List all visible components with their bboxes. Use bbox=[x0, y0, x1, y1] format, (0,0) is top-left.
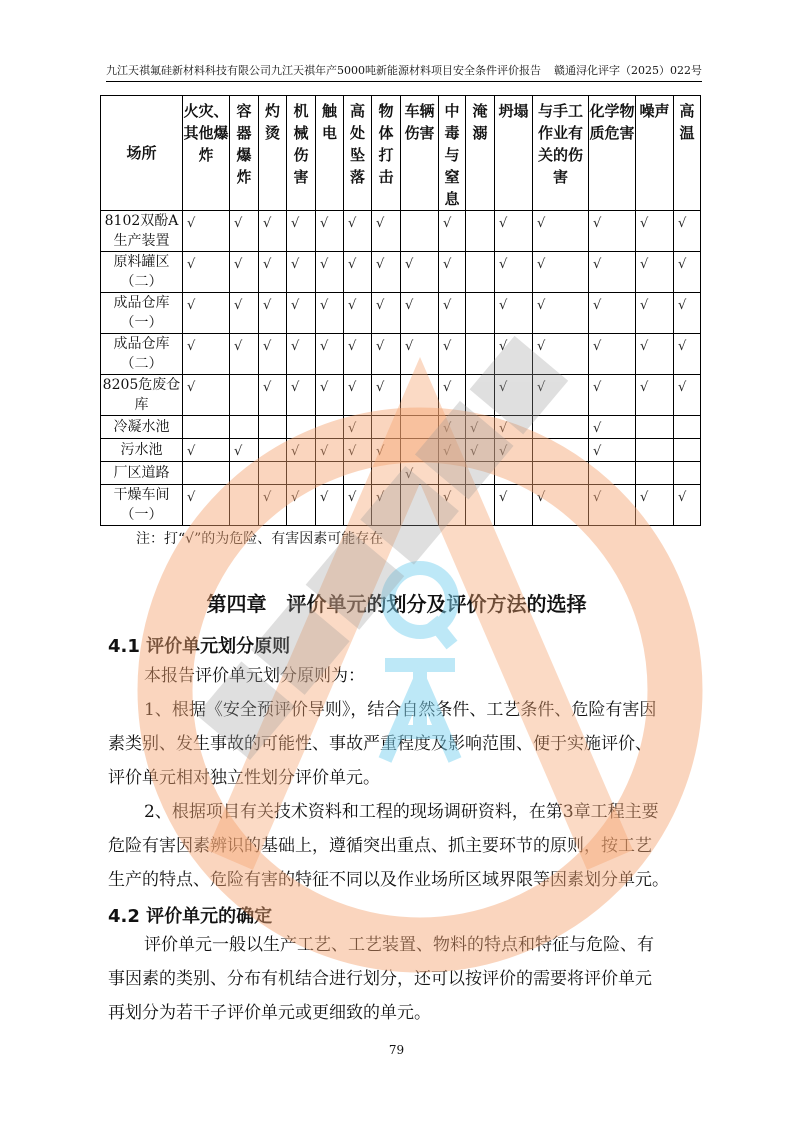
place-cell: 厂区道路 bbox=[101, 462, 183, 485]
check-mark-cell: √ bbox=[259, 334, 287, 375]
text-line: 评价单元相对独立性划分评价单元。 bbox=[108, 768, 380, 788]
check-mark-cell: √ bbox=[533, 293, 589, 334]
empty-cell bbox=[466, 375, 495, 416]
text-line: 素类别、发生事故的可能性、事故严重程度及影响范围、便于实施评价、 bbox=[108, 734, 652, 754]
check-mark-cell: √ bbox=[259, 375, 287, 416]
check-mark-cell: √ bbox=[316, 252, 344, 293]
check-mark-cell: √ bbox=[495, 485, 533, 526]
text-line: 危险有害因素辨识的基础上，遵循突出重点、抓主要环节的原则，按工艺 bbox=[108, 836, 652, 856]
check-mark-cell: √ bbox=[259, 485, 287, 526]
empty-cell bbox=[533, 439, 589, 462]
check-mark-cell: √ bbox=[495, 334, 533, 375]
check-mark-cell: √ bbox=[636, 211, 674, 252]
section-4-2-title: 4.2 评价单元的确定 bbox=[108, 906, 273, 927]
check-mark-cell: √ bbox=[230, 334, 259, 375]
column-header: 灼烫 bbox=[259, 96, 287, 211]
check-mark-cell: √ bbox=[495, 416, 533, 439]
empty-cell bbox=[466, 485, 495, 526]
check-mark-cell: √ bbox=[589, 485, 636, 526]
check-mark-cell: √ bbox=[533, 252, 589, 293]
running-header bbox=[106, 64, 702, 82]
empty-cell bbox=[183, 416, 230, 439]
empty-cell bbox=[230, 416, 259, 439]
check-mark-cell: √ bbox=[287, 485, 316, 526]
text-line: 事因素的类别、分布有机结合进行划分，还可以按评价的需要将评价单元 bbox=[108, 969, 652, 989]
check-mark-cell: √ bbox=[533, 334, 589, 375]
check-mark-cell: √ bbox=[439, 416, 466, 439]
column-header: 噪声 bbox=[636, 96, 674, 211]
check-mark-cell: √ bbox=[636, 485, 674, 526]
place-cell: 冷凝水池 bbox=[101, 416, 183, 439]
place-cell: 成品仓库（二） bbox=[101, 334, 183, 375]
text-line: 1、根据《安全预评价导则》，结合自然条件、工艺条件、危险有害因 bbox=[144, 700, 657, 720]
check-mark-cell: √ bbox=[533, 375, 589, 416]
check-mark-cell: √ bbox=[230, 252, 259, 293]
text-line: 评价单元一般以生产工艺、工艺装置、物料的特点和特征与危险、有 bbox=[144, 935, 654, 955]
place-cell: 污水池 bbox=[101, 439, 183, 462]
column-header: 高温 bbox=[674, 96, 701, 211]
text-line: 本报告评价单元划分原则为： bbox=[144, 666, 365, 686]
check-mark-cell: √ bbox=[589, 375, 636, 416]
check-mark-cell: √ bbox=[401, 462, 439, 485]
column-header: 车辆伤害 bbox=[401, 96, 439, 211]
check-mark-cell: √ bbox=[287, 293, 316, 334]
empty-cell bbox=[466, 462, 495, 485]
empty-cell bbox=[674, 462, 701, 485]
check-mark-cell: √ bbox=[287, 375, 316, 416]
check-mark-cell: √ bbox=[372, 334, 401, 375]
column-header: 高处坠落 bbox=[344, 96, 372, 211]
table-block bbox=[100, 95, 701, 548]
place-cell: 8102双酚A生产装置 bbox=[101, 211, 183, 252]
text-line: 再划分为若干子评价单元或更细致的单元。 bbox=[108, 1003, 431, 1023]
check-mark-cell: √ bbox=[344, 334, 372, 375]
empty-cell bbox=[589, 462, 636, 485]
check-mark-cell: √ bbox=[183, 252, 230, 293]
table-row bbox=[101, 375, 701, 416]
empty-cell bbox=[287, 462, 316, 485]
check-mark-cell: √ bbox=[287, 439, 316, 462]
text-line: 生产的特点、危险有害的特征不同以及作业场所区域界限等因素划分单元。 bbox=[108, 870, 669, 890]
check-mark-cell: √ bbox=[439, 211, 466, 252]
check-mark-cell: √ bbox=[636, 334, 674, 375]
check-mark-cell: √ bbox=[344, 416, 372, 439]
empty-cell bbox=[401, 211, 439, 252]
empty-cell bbox=[183, 462, 230, 485]
empty-cell bbox=[401, 375, 439, 416]
check-mark-cell: √ bbox=[316, 293, 344, 334]
empty-cell bbox=[401, 416, 439, 439]
check-mark-cell: √ bbox=[636, 375, 674, 416]
check-mark-cell: √ bbox=[466, 439, 495, 462]
check-mark-cell: √ bbox=[533, 485, 589, 526]
header-title: 九江天祺氟硅新材料科技有限公司九江天祺年产5000吨新能源材料项目安全条件评价报告 bbox=[106, 64, 541, 77]
empty-cell bbox=[466, 211, 495, 252]
empty-cell bbox=[259, 416, 287, 439]
check-mark-cell: √ bbox=[495, 439, 533, 462]
empty-cell bbox=[495, 462, 533, 485]
check-mark-cell: √ bbox=[495, 293, 533, 334]
empty-cell bbox=[636, 439, 674, 462]
check-mark-cell: √ bbox=[401, 252, 439, 293]
empty-cell bbox=[230, 462, 259, 485]
empty-cell bbox=[674, 439, 701, 462]
table-row bbox=[101, 293, 701, 334]
check-mark-cell: √ bbox=[495, 252, 533, 293]
empty-cell bbox=[316, 462, 344, 485]
column-header: 机械伤害 bbox=[287, 96, 316, 211]
check-mark-cell: √ bbox=[466, 416, 495, 439]
check-mark-cell: √ bbox=[183, 485, 230, 526]
check-mark-cell: √ bbox=[439, 252, 466, 293]
column-header: 淹溺 bbox=[466, 96, 495, 211]
check-mark-cell: √ bbox=[495, 375, 533, 416]
check-mark-cell: √ bbox=[183, 439, 230, 462]
check-mark-cell: √ bbox=[344, 375, 372, 416]
empty-cell bbox=[401, 485, 439, 526]
check-mark-cell: √ bbox=[344, 293, 372, 334]
check-mark-cell: √ bbox=[401, 293, 439, 334]
table-row bbox=[101, 439, 701, 462]
check-mark-cell: √ bbox=[344, 211, 372, 252]
check-mark-cell: √ bbox=[287, 334, 316, 375]
text-line: 2、根据项目有关技术资料和工程的现场调研资料，在第3章工程主要 bbox=[144, 802, 659, 822]
column-header: 化学物质危害 bbox=[589, 96, 636, 211]
check-mark-cell: √ bbox=[589, 439, 636, 462]
column-header: 中毒与窒息 bbox=[439, 96, 466, 211]
table-note: 注：打“√”的为危险、有害因素可能存在 bbox=[136, 531, 384, 547]
place-cell: 8205危废仓库 bbox=[101, 375, 183, 416]
header-doc-number: 赣通浔化评字（2025）022号 bbox=[554, 64, 702, 77]
check-mark-cell: √ bbox=[316, 439, 344, 462]
empty-cell bbox=[533, 462, 589, 485]
check-mark-cell: √ bbox=[439, 485, 466, 526]
table-row bbox=[101, 334, 701, 375]
empty-cell bbox=[533, 416, 589, 439]
check-mark-cell: √ bbox=[344, 439, 372, 462]
check-mark-cell: √ bbox=[439, 375, 466, 416]
column-header: 触电 bbox=[316, 96, 344, 211]
page-number: 79 bbox=[388, 1043, 405, 1057]
check-mark-cell: √ bbox=[259, 293, 287, 334]
empty-cell bbox=[439, 462, 466, 485]
check-mark-cell: √ bbox=[344, 485, 372, 526]
check-mark-cell: √ bbox=[674, 485, 701, 526]
empty-cell bbox=[287, 416, 316, 439]
empty-cell bbox=[230, 375, 259, 416]
check-mark-cell: √ bbox=[372, 375, 401, 416]
empty-cell bbox=[636, 416, 674, 439]
check-mark-cell: √ bbox=[636, 252, 674, 293]
hazard-table bbox=[100, 95, 701, 526]
column-header: 容器爆炸 bbox=[230, 96, 259, 211]
empty-cell bbox=[466, 293, 495, 334]
empty-cell bbox=[344, 462, 372, 485]
check-mark-cell: √ bbox=[636, 293, 674, 334]
check-mark-cell: √ bbox=[183, 211, 230, 252]
check-mark-cell: √ bbox=[287, 211, 316, 252]
check-mark-cell: √ bbox=[230, 211, 259, 252]
check-mark-cell: √ bbox=[439, 293, 466, 334]
check-mark-cell: √ bbox=[674, 211, 701, 252]
column-header: 火灾、其他爆炸 bbox=[183, 96, 230, 211]
check-mark-cell: √ bbox=[372, 485, 401, 526]
check-mark-cell: √ bbox=[344, 252, 372, 293]
empty-cell bbox=[466, 334, 495, 375]
section-4-1-title: 4.1 评价单元划分原则 bbox=[108, 636, 291, 657]
column-header: 与手工作业有关的伤害 bbox=[533, 96, 589, 211]
section-4-1-body bbox=[108, 659, 710, 897]
check-mark-cell: √ bbox=[316, 211, 344, 252]
check-mark-cell: √ bbox=[439, 334, 466, 375]
check-mark-cell: √ bbox=[316, 375, 344, 416]
empty-cell bbox=[466, 252, 495, 293]
chapter-title: 第四章 评价单元的划分及评价方法的选择 bbox=[206, 592, 587, 616]
check-mark-cell: √ bbox=[259, 211, 287, 252]
check-mark-cell: √ bbox=[372, 439, 401, 462]
column-header: 坍塌 bbox=[495, 96, 533, 211]
check-mark-cell: √ bbox=[533, 211, 589, 252]
place-cell: 原料罐区（二） bbox=[101, 252, 183, 293]
empty-cell bbox=[636, 462, 674, 485]
check-mark-cell: √ bbox=[372, 252, 401, 293]
table-row bbox=[101, 416, 701, 439]
check-mark-cell: √ bbox=[183, 293, 230, 334]
empty-cell bbox=[372, 416, 401, 439]
table-row bbox=[101, 462, 701, 485]
check-mark-cell: √ bbox=[372, 211, 401, 252]
empty-cell bbox=[674, 416, 701, 439]
check-mark-cell: √ bbox=[316, 485, 344, 526]
empty-cell bbox=[401, 439, 439, 462]
column-header: 物体打击 bbox=[372, 96, 401, 211]
check-mark-cell: √ bbox=[183, 334, 230, 375]
place-cell: 干燥车间（一） bbox=[101, 485, 183, 526]
check-mark-cell: √ bbox=[259, 252, 287, 293]
table-row bbox=[101, 252, 701, 293]
empty-cell bbox=[230, 485, 259, 526]
check-mark-cell: √ bbox=[589, 293, 636, 334]
check-mark-cell: √ bbox=[183, 375, 230, 416]
empty-cell bbox=[316, 416, 344, 439]
check-mark-cell: √ bbox=[589, 211, 636, 252]
check-mark-cell: √ bbox=[439, 439, 466, 462]
check-mark-cell: √ bbox=[401, 334, 439, 375]
empty-cell bbox=[259, 439, 287, 462]
check-mark-cell: √ bbox=[287, 252, 316, 293]
check-mark-cell: √ bbox=[589, 416, 636, 439]
empty-cell bbox=[259, 462, 287, 485]
check-mark-cell: √ bbox=[316, 334, 344, 375]
check-mark-cell: √ bbox=[589, 334, 636, 375]
place-cell: 成品仓库（一） bbox=[101, 293, 183, 334]
check-mark-cell: √ bbox=[495, 211, 533, 252]
check-mark-cell: √ bbox=[589, 252, 636, 293]
section-4-2-body bbox=[108, 928, 710, 1030]
check-mark-cell: √ bbox=[674, 252, 701, 293]
empty-cell bbox=[372, 462, 401, 485]
check-mark-cell: √ bbox=[230, 439, 259, 462]
check-mark-cell: √ bbox=[674, 375, 701, 416]
column-header-place: 场所 bbox=[101, 96, 183, 211]
table-row bbox=[101, 485, 701, 526]
check-mark-cell: √ bbox=[674, 334, 701, 375]
table-row bbox=[101, 211, 701, 252]
check-mark-cell: √ bbox=[230, 293, 259, 334]
check-mark-cell: √ bbox=[674, 293, 701, 334]
check-mark-cell: √ bbox=[372, 293, 401, 334]
